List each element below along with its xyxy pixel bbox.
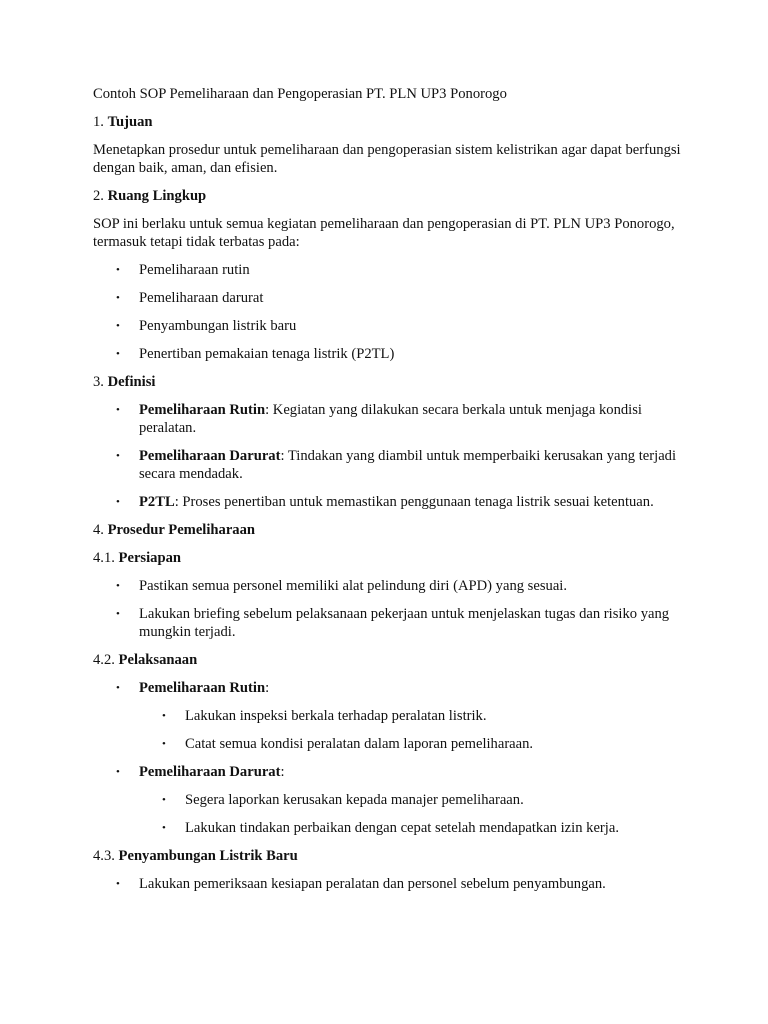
nested-list-item [139, 791, 683, 809]
section-number: 4.1. [93, 550, 115, 566]
section-number: 4.3. [93, 848, 115, 864]
bullet-icon: • [116, 682, 120, 694]
list-item [93, 875, 683, 893]
list-item-text: Penertiban pemakaian tenaga listrik (P2TL) [139, 346, 395, 362]
bullet-list [93, 261, 683, 363]
section-title: Tujuan [107, 114, 153, 130]
list-item-text: Lakukan inspeksi berkala terhadap peralatan listrik. [185, 708, 487, 724]
list-item-text: Lakukan pemeriksaan kesiapan peralatan dan personel sebelum penyambungan. [139, 876, 606, 892]
definition-term: P2TL [139, 494, 175, 510]
bullet-icon: • [116, 348, 120, 360]
list-item [93, 577, 683, 595]
definition-term: Pemeliharaan Darurat [139, 448, 281, 464]
section-paragraph: SOP ini berlaku untuk semua kegiatan pemeliharaan dan pengoperasian di PT. PLN UP3 Ponorogo, termasuk tetapi tidak terbatas pada: [93, 216, 675, 250]
bullet-icon: • [116, 766, 120, 778]
bullet-icon: • [116, 580, 120, 592]
list-item-text: Penyambungan listrik baru [139, 318, 297, 334]
section-title: Prosedur Pemeliharaan [107, 522, 256, 538]
document-page [93, 85, 683, 903]
section-number: 4. [93, 522, 104, 538]
definition-item [93, 493, 683, 511]
definition-text: : Tindakan yang diambil untuk memperbaiki kerusakan yang terjadi secara mendadak. [139, 448, 677, 482]
section-title: Persiapan [118, 550, 181, 566]
bullet-icon: • [116, 878, 120, 890]
list-item [93, 345, 683, 363]
list-item-text: Pemeliharaan rutin [139, 262, 250, 278]
list-item [93, 679, 683, 753]
subsection-heading-persiapan [93, 549, 683, 567]
bullet-list [93, 875, 683, 893]
bullet-icon: • [162, 738, 166, 750]
document-title: Contoh SOP Pemeliharaan dan Pengoperasian PT. PLN UP3 Ponorogo [93, 86, 507, 102]
list-item [93, 289, 683, 307]
section-paragraph: Menetapkan prosedur untuk pemeliharaan dan pengoperasian sistem kelistrikan agar dapat berfungsi dengan baik, aman, dan efisien. [93, 142, 681, 176]
section-title: Ruang Lingkup [107, 188, 207, 204]
list-item-suffix: : [265, 680, 270, 696]
list-item-text: Pemeliharaan darurat [139, 290, 264, 306]
list-item-text: Lakukan tindakan perbaikan dengan cepat setelah mendapatkan izin kerja. [185, 820, 619, 836]
bullet-icon: • [116, 496, 120, 508]
bullet-icon: • [116, 450, 120, 462]
definition-text: : Kegiatan yang dilakukan secara berkala untuk menjaga kondisi peralatan. [139, 402, 642, 436]
list-item [93, 261, 683, 279]
list-item-text: Pastikan semua personel memiliki alat pelindung diri (APD) yang sesuai. [139, 578, 568, 594]
nested-list-item [139, 819, 683, 837]
list-item [93, 317, 683, 335]
bullet-icon: • [162, 822, 166, 834]
bullet-icon: • [116, 608, 120, 620]
list-item-suffix: : [280, 764, 285, 780]
nested-list-item [139, 735, 683, 753]
bullet-icon: • [116, 404, 120, 416]
section-heading-ruang-lingkup [93, 187, 683, 205]
nested-list-item [139, 707, 683, 725]
section-number: 4.2. [93, 652, 115, 668]
definition-text: : Proses penertiban untuk memastikan penggunaan tenaga listrik sesuai ketentuan. [174, 494, 654, 510]
bullet-list [93, 679, 683, 837]
bullet-list [93, 577, 683, 641]
list-item-term: Pemeliharaan Rutin [139, 680, 266, 696]
definition-item [93, 447, 683, 483]
section-title: Pelaksanaan [118, 652, 198, 668]
section-heading-prosedur [93, 521, 683, 539]
bullet-icon: • [116, 292, 120, 304]
section-heading-tujuan [93, 113, 683, 131]
bullet-icon: • [116, 320, 120, 332]
list-item-text: Segera laporkan kerusakan kepada manajer pemeliharaan. [185, 792, 524, 808]
definition-term: Pemeliharaan Rutin [139, 402, 266, 418]
definition-list [93, 401, 683, 511]
bullet-icon: • [162, 710, 166, 722]
list-item-term: Pemeliharaan Darurat [139, 764, 281, 780]
bullet-icon: • [116, 264, 120, 276]
nested-bullet-list [139, 707, 683, 753]
list-item [93, 763, 683, 837]
list-item [93, 605, 683, 641]
subsection-heading-pelaksanaan [93, 651, 683, 669]
definition-item [93, 401, 683, 437]
subsection-heading-penyambungan [93, 847, 683, 865]
bullet-icon: • [162, 794, 166, 806]
list-item-text: Lakukan briefing sebelum pelaksanaan pekerjaan untuk menjelaskan tugas dan risiko yang mungkin terjadi. [139, 606, 670, 640]
section-title: Definisi [107, 374, 156, 390]
nested-bullet-list [139, 791, 683, 837]
section-number: 1. [93, 114, 104, 130]
list-item-text: Catat semua kondisi peralatan dalam laporan pemeliharaan. [185, 736, 534, 752]
section-number: 3. [93, 374, 104, 390]
section-number: 2. [93, 188, 104, 204]
section-heading-definisi [93, 373, 683, 391]
section-title: Penyambungan Listrik Baru [118, 848, 298, 864]
